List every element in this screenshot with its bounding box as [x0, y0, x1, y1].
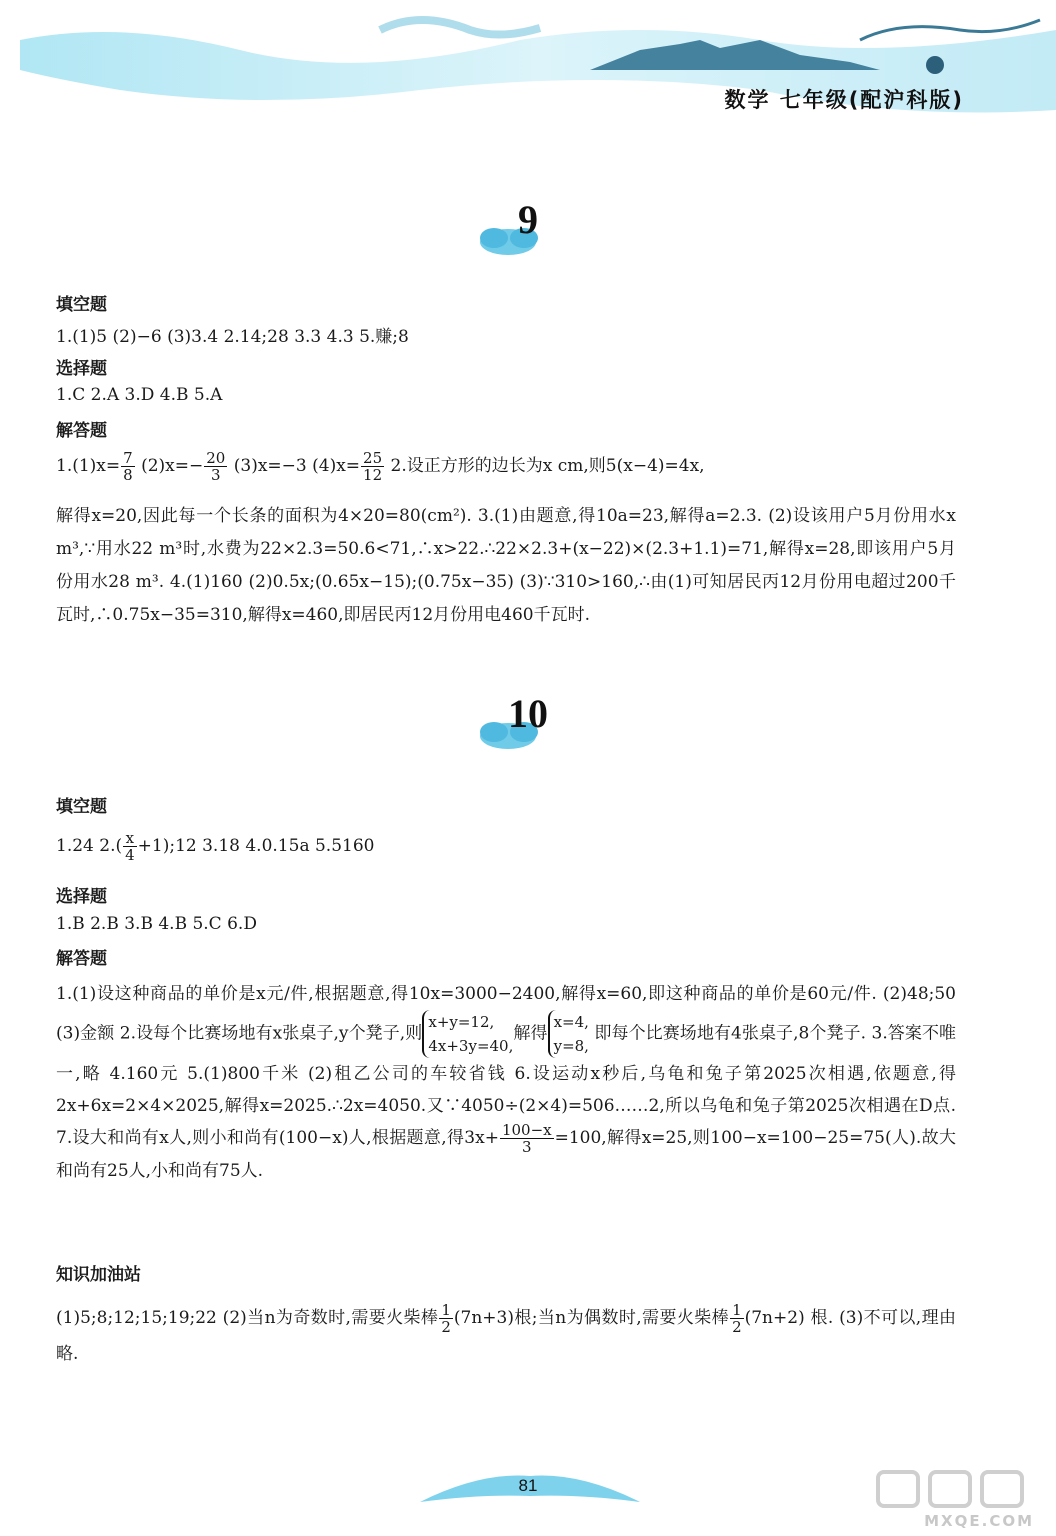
section-title-fill: 填空题 [56, 797, 107, 817]
header-landscape-art [0, 0, 1056, 140]
section-title-choice: 选择题 [56, 887, 107, 907]
book-title: 数学 七年级(配沪科版) [724, 88, 964, 112]
fill-answers: 1.24 2.( $\frac{x}{4}$ +1);12 3.18 4.0.15a 5.5160 [56, 829, 375, 864]
equation-system: x+y=12, 4x+3y=40, [422, 1010, 513, 1058]
choice-answers: 1.C 2.A 3.D 4.B 5.A [56, 385, 223, 405]
unit-number: 10 [508, 691, 548, 736]
solve-first-line: 1.(1)x= $\frac{7}{8}$ (2)x=− $\frac{20}{3}$ (3)x=−3 (4)x= $\frac{25}{12}$ 2.设正方形的边长为x cm,则5(x−4)=4x, [56, 449, 705, 484]
choice-answers: 1.B 2.B 3.B 4.B 5.C 6.D [56, 914, 257, 934]
page-number: 81 [518, 1476, 538, 1495]
section-title-solve: 解答题 [56, 949, 107, 969]
equation-system: x=4, y=8, [548, 1010, 589, 1058]
fraction: $\frac{1}{2}$ [441, 1301, 451, 1336]
fill-answers: 1.(1)5 (2)−6 (3)3.4 2.14;28 3.3 4.3 5.赚;8 [56, 327, 409, 347]
fraction: $\frac{100-x}{3}$ [501, 1121, 552, 1156]
knowledge-paragraph: (1)5;8;12;15;19;22 (2)当n为奇数时,需要火柴棒 $\frac{1}{2}$ (7n+3)根;当n为偶数时,需要火柴棒 $\frac{1}{2}$ (7n+2) 根. (3)不可以,理由略. [56, 1301, 957, 1364]
section-title-solve: 解答题 [56, 421, 107, 441]
fraction: $\frac{25}{12}$ [363, 449, 383, 484]
fraction: $\frac{x}{4}$ [125, 829, 135, 864]
unit-number: 9 [518, 197, 538, 242]
fraction: $\frac{7}{8}$ [123, 449, 133, 484]
solve-paragraph: 1.(1)设这种商品的单价是x元/件,根据题意,得10x=3000−2400,解得x=60,即这种商品的单价是60元/件. (2)48;50 (3)金额 2.设每个比赛场地有x张桌子,y个凳子,则 x+y=12, 4x+3y=40, 解得 x=4, y=8, 即每个比赛场地有4张桌子,8个凳子. 3.答案不唯一,略 4.160元 5.(1)800千米 (2)租乙公司的车较省钱 6.设运动x秒后,乌龟和兔子第2025次相遇,依题意,得2x+6x=2×4×2025,解得x=2025.∴2x=4050.又∵4050÷(2×4)=506……2,所以乌龟和兔子第2025次相遇在D点. 7.设大和尚有x人,则小和尚有(100−x)人,根据题意,得3x+ $\frac{100-x}{3}$ =100,解得x=25,则100−x=100−25=75(人).故大和尚有25人,小和尚有75人. [56, 984, 957, 1181]
fraction: $\frac{20}{3}$ [206, 449, 226, 484]
watermark-text: MXQE.COM [924, 1512, 1034, 1530]
section-title-choice: 选择题 [56, 359, 107, 379]
solve-paragraph: 解得x=20,因此每一个长条的面积为4×20=80(cm²). 3.(1)由题意,得10a=23,解得a=2.3. (2)设该用户5月份用水x m³,∵用水22 m³时,水费为22×2.3=50.6<71,∴x>22.∴22×2.3+(x−22)×(2.3+1.1)=71,解得x=28,即该用户5月份用水28 m³. 4.(1)160 (2)0.5x;(0.65x−15);(0.75x−35) (3)∵310>160,∴由(1)可知居民丙12月份用电超过200千瓦时,∴0.75x−35=310,解得x=460,即居民丙12月份用电460千瓦时. [56, 506, 956, 625]
fraction: $\frac{1}{2}$ [732, 1301, 742, 1336]
section-title-knowledge: 知识加油站 [56, 1265, 141, 1285]
section-title-fill: 填空题 [56, 295, 107, 315]
